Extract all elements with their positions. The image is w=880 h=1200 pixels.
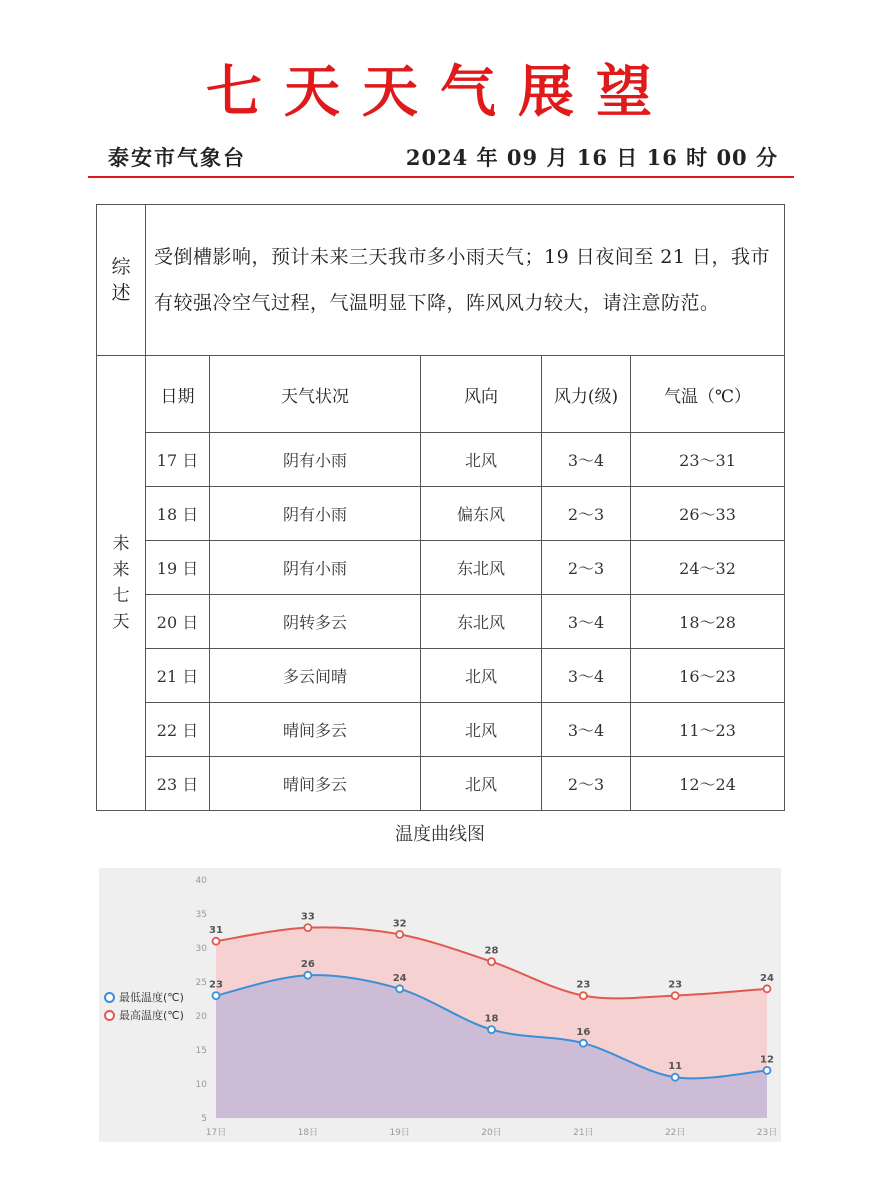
date-cell: 19 日 [146, 541, 210, 595]
forecast-label-cell [97, 356, 146, 811]
legend-item-low [104, 988, 184, 1006]
table-row [97, 487, 785, 541]
chart-legend [104, 988, 184, 1024]
table-header-row [97, 356, 785, 433]
data-label-low: 11 [668, 1061, 683, 1073]
temperature-cell: 11～23 [631, 703, 785, 757]
issuer: 泰安市气象台 [108, 145, 246, 170]
weather-cell: 阴转多云 [210, 595, 421, 649]
data-label-high: 24 [760, 972, 774, 984]
summary-row [97, 205, 785, 356]
forecast-label: 未 来 七 天 [112, 534, 130, 632]
data-point-high [764, 985, 771, 992]
x-tick-label: 23日 [756, 1128, 778, 1138]
weather-cell: 多云间晴 [210, 649, 421, 703]
temperature-cell: 23～31 [631, 433, 785, 487]
data-point-high [580, 992, 587, 999]
data-label-high: 23 [576, 979, 591, 991]
data-point-high [672, 992, 679, 999]
data-point-low [672, 1074, 679, 1081]
weather-cell: 晴间多云 [210, 757, 421, 811]
header-row [108, 142, 778, 174]
x-tick-label: 22日 [664, 1128, 686, 1138]
summary-label-cell [97, 205, 146, 356]
data-point-low [764, 1067, 771, 1074]
y-tick-label: 35 [195, 910, 207, 920]
data-point-low [396, 985, 403, 992]
temperature-cell: 18～28 [631, 595, 785, 649]
summary-label: 综 述 [111, 256, 131, 304]
date-cell: 22 日 [146, 703, 210, 757]
table-row [97, 541, 785, 595]
wind-direction-cell: 偏东风 [421, 487, 542, 541]
column-header-wind-direction: 风向 [421, 356, 542, 433]
legend-marker-low [104, 992, 115, 1003]
table-row [97, 433, 785, 487]
y-tick-label: 20 [195, 1012, 207, 1022]
table-row [97, 757, 785, 811]
wind-direction-cell: 北风 [421, 433, 542, 487]
x-tick-label: 18日 [297, 1128, 319, 1138]
data-point-high [396, 931, 403, 938]
column-header-date: 日期 [146, 356, 210, 433]
weather-cell: 阴有小雨 [210, 487, 421, 541]
data-label-low: 24 [392, 972, 407, 984]
data-point-low [488, 1026, 495, 1033]
forecast-table [96, 204, 785, 811]
temperature-cell: 12～24 [631, 757, 785, 811]
x-tick-label: 20日 [481, 1128, 502, 1138]
x-tick-label: 21日 [573, 1128, 594, 1138]
data-point-high [304, 924, 311, 931]
data-label-low: 12 [760, 1054, 774, 1066]
data-label-high: 23 [668, 979, 683, 991]
data-point-low [213, 992, 220, 999]
wind-force-cell: 3～4 [542, 595, 631, 649]
wind-direction-cell: 北风 [421, 757, 542, 811]
data-label-low: 23 [209, 979, 223, 991]
data-label-high: 33 [300, 911, 315, 923]
wind-force-cell: 3～4 [542, 649, 631, 703]
wind-direction-cell: 北风 [421, 649, 542, 703]
wind-direction-cell: 东北风 [421, 595, 542, 649]
chart-caption: 温度曲线图 [395, 824, 485, 845]
y-tick-label: 40 [195, 876, 207, 886]
legend-label-low: 最低温度(℃) [119, 991, 184, 1004]
weather-cell: 阴有小雨 [210, 541, 421, 595]
temperature-cell: 24～32 [631, 541, 785, 595]
table-row [97, 703, 785, 757]
temperature-chart [99, 868, 781, 1142]
y-tick-label: 25 [195, 978, 207, 988]
data-label-low: 26 [300, 959, 315, 971]
weather-cell: 晴间多云 [210, 703, 421, 757]
data-label-high: 31 [209, 925, 223, 937]
column-header-weather: 天气状况 [210, 356, 421, 433]
x-tick-label: 17日 [205, 1128, 227, 1138]
y-tick-label: 30 [195, 944, 207, 954]
legend-marker-high [104, 1010, 115, 1021]
date-cell: 17 日 [146, 433, 210, 487]
date-cell: 20 日 [146, 595, 210, 649]
page-title: 七天天气展望 [206, 59, 674, 125]
data-label-low: 16 [576, 1027, 591, 1039]
y-tick-label: 10 [195, 1080, 207, 1090]
y-tick-label: 15 [195, 1046, 207, 1056]
table-row [97, 595, 785, 649]
legend-item-high [104, 1006, 184, 1024]
wind-force-cell: 2～3 [542, 541, 631, 595]
wind-force-cell: 3～4 [542, 433, 631, 487]
wind-direction-cell: 北风 [421, 703, 542, 757]
header-divider [88, 176, 794, 178]
data-label-high: 28 [484, 945, 499, 957]
data-label-low: 18 [484, 1013, 499, 1025]
y-tick-label: 5 [201, 1114, 207, 1124]
data-point-low [580, 1040, 587, 1047]
date-cell: 21 日 [146, 649, 210, 703]
wind-force-cell: 3～4 [542, 703, 631, 757]
weather-cell: 阴有小雨 [210, 433, 421, 487]
wind-force-cell: 2～3 [542, 487, 631, 541]
wind-direction-cell: 东北风 [421, 541, 542, 595]
data-label-high: 32 [392, 918, 407, 930]
temperature-cell: 26～33 [631, 487, 785, 541]
data-point-high [213, 938, 220, 945]
column-header-wind-force: 风力(级) [542, 356, 631, 433]
temperature-chart-svg [99, 868, 781, 1142]
wind-force-cell: 2～3 [542, 757, 631, 811]
data-point-low [304, 972, 311, 979]
date-cell: 23 日 [146, 757, 210, 811]
temperature-cell: 16～23 [631, 649, 785, 703]
date-cell: 18 日 [146, 487, 210, 541]
issue-time: 2024 年 09 月 16 日 16 时 00 分 [405, 145, 778, 170]
column-header-temperature: 气温（℃） [631, 356, 785, 433]
legend-label-high: 最高温度(℃) [119, 1009, 184, 1022]
x-tick-label: 19日 [389, 1128, 410, 1138]
data-point-high [488, 958, 495, 965]
summary-text: 受倒槽影响，预计未来三天我市多小雨天气；19 日夜间至 21 日，我市有较强冷空气过程，气温明显下降，阵风风力较大，请注意防范。 [146, 205, 785, 356]
table-row [97, 649, 785, 703]
